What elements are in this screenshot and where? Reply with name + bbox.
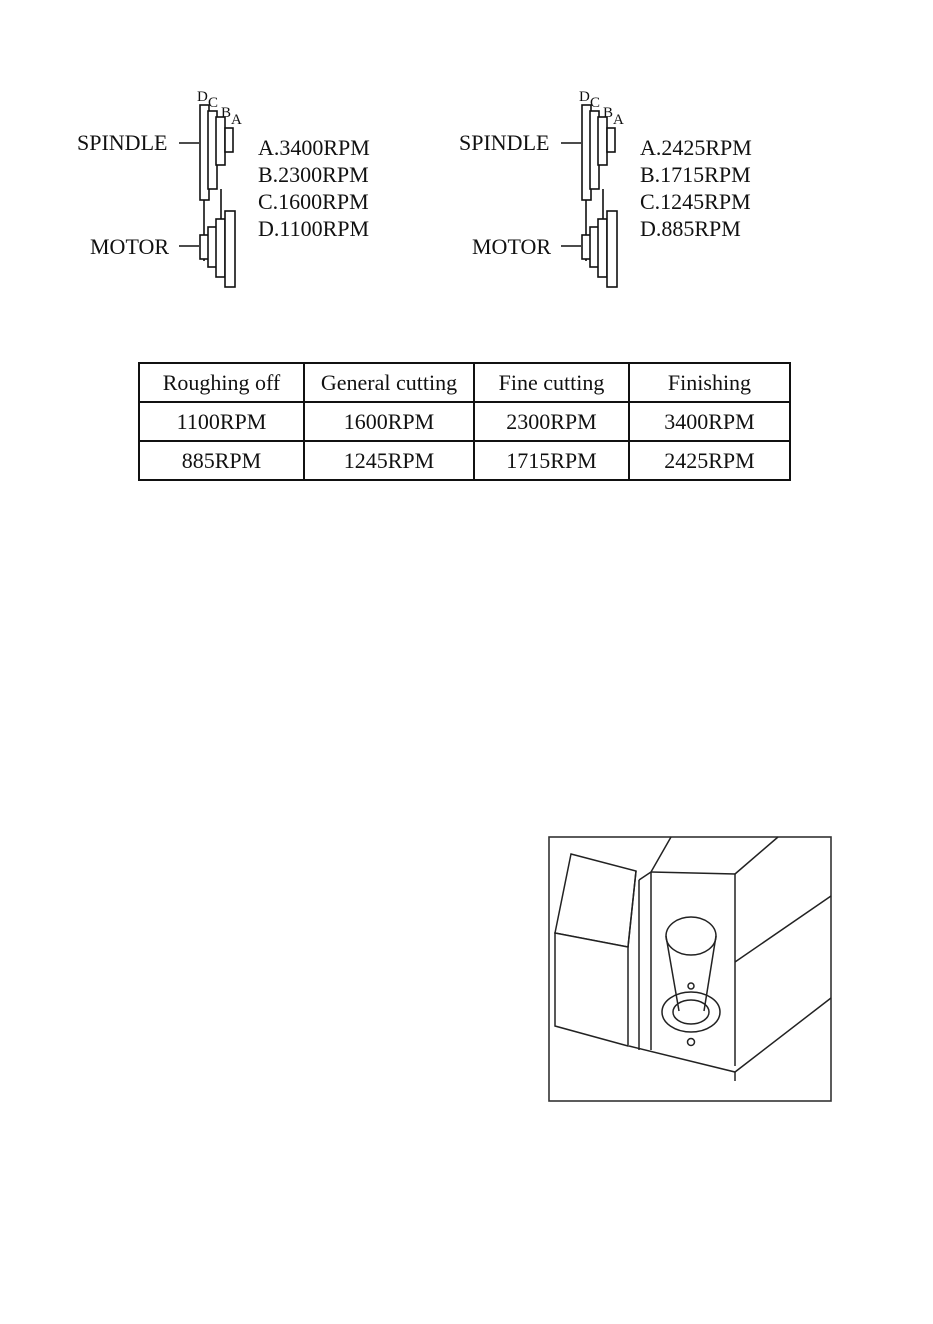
pulley-letter-c: C [208,95,219,111]
pulley-diagram-right [457,85,797,295]
header-fine-cutting: Fine cutting [474,363,629,402]
table-cell: 1600RPM [304,402,474,441]
header-general-cutting: General cutting [304,363,474,402]
spindle-label: SPINDLE [459,130,550,155]
pulley-letter-c: C [590,95,601,111]
speed-a: A.2425RPM [640,135,752,160]
spindle-speed-table [138,362,791,481]
speed-d: D.885RPM [640,216,741,241]
table-header-row [139,363,790,402]
table-cell: 2300RPM [474,402,629,441]
table-cell: 2425RPM [629,441,790,480]
pulley-letter-a: A [231,112,242,128]
header-roughing-off: Roughing off [139,363,304,402]
pulley-letter-d: D [197,89,208,105]
lathe-drawing [548,836,832,1102]
table-cell: 1715RPM [474,441,629,480]
speed-d: D.1100RPM [258,216,370,241]
spindle-label: SPINDLE [77,130,168,155]
table-cell: 1245RPM [304,441,474,480]
pulley-letter-b: B [221,105,232,121]
table-cell: 1100RPM [139,402,304,441]
header-finishing: Finishing [629,363,790,402]
table-row [139,441,790,480]
speed-b: B.1715RPM [640,162,751,187]
pulley-letter-d: D [579,89,590,105]
table-row [139,402,790,441]
pulley-letter-b: B [603,105,614,121]
pulley-diagram-left [75,85,415,295]
pulley-letter-a: A [613,112,624,128]
speed-list [258,134,370,242]
speed-a: A.3400RPM [258,135,370,160]
speed-b: B.2300RPM [258,162,369,187]
table-cell: 885RPM [139,441,304,480]
table-cell: 3400RPM [629,402,790,441]
motor-label: MOTOR [90,234,170,259]
speed-c: C.1600RPM [258,189,369,214]
lathe-headstock-illustration [548,836,832,1102]
speed-c: C.1245RPM [640,189,751,214]
speed-list [640,134,752,242]
motor-label: MOTOR [472,234,552,259]
